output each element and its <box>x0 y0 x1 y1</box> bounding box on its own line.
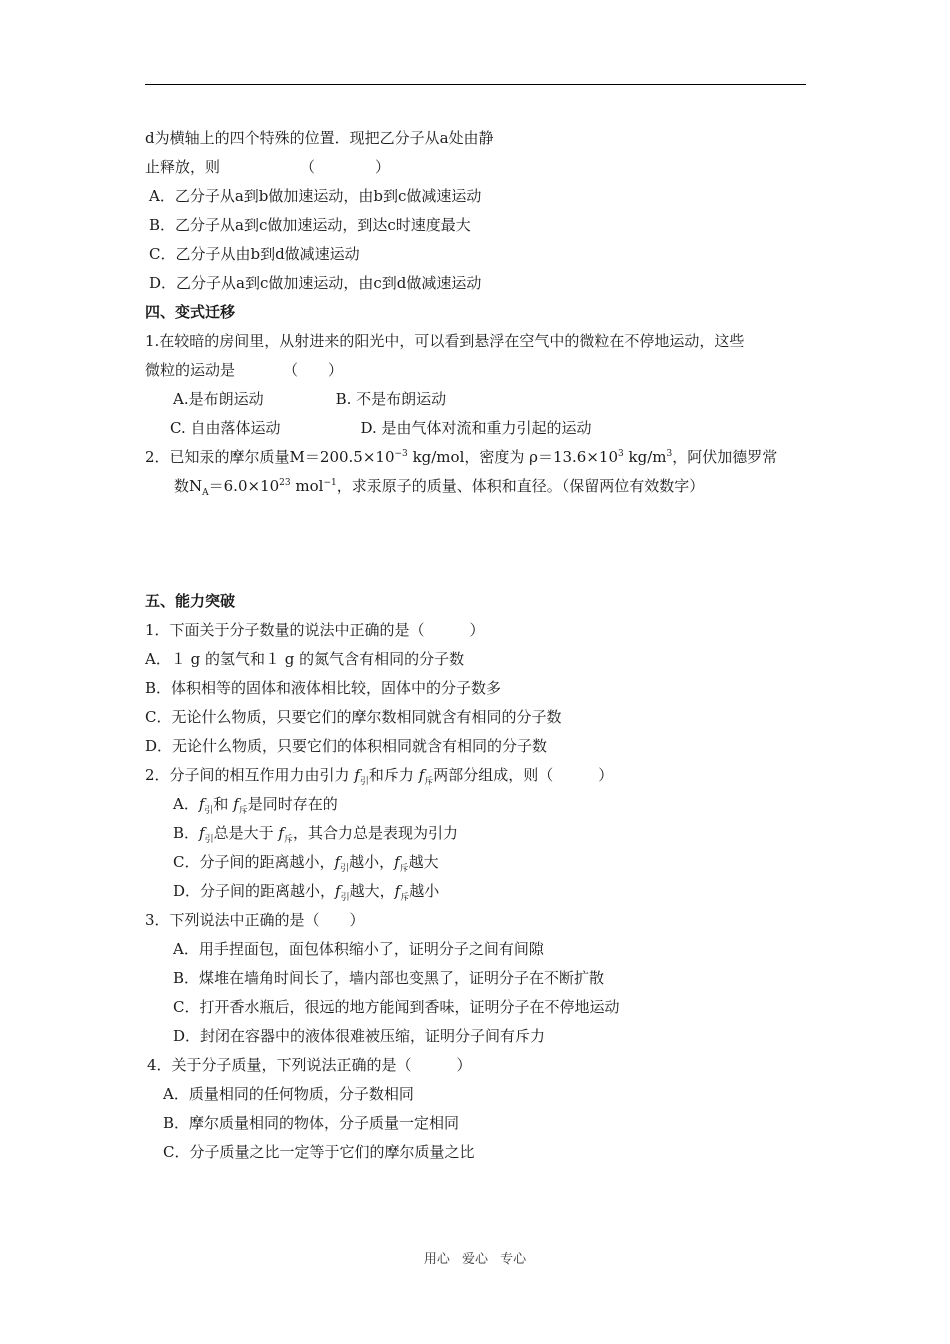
s5-q1-option-a: A．１ g 的氢气和１ g 的氮气含有相同的分子数 <box>145 650 465 668</box>
header-rule <box>145 84 806 85</box>
s5-q3-stem: 3．下列说法中正确的是（ ） <box>145 911 365 929</box>
intro-option-c: C．乙分子从由b到d做减速运动 <box>149 245 360 263</box>
answer-bracket: （ ） <box>300 158 391 176</box>
s4-q1-option-a: A.是布朗运动 <box>173 390 264 408</box>
s5-q2-option-a: A．$f_引$和 $f_斥$是同时存在的 <box>173 795 338 816</box>
answer-bracket: （ ） <box>283 361 344 379</box>
s5-q2-stem: 2．分子间的相互作用力由引力 $f_引$和斥力 $f_斥$两部分组成，则（ ） <box>145 766 614 787</box>
intro-line-1: d为横轴上的四个特殊的位置．现把乙分子从a处由静 <box>145 129 494 147</box>
s5-q4-option-c: C．分子质量之比一定等于它们的摩尔质量之比 <box>163 1143 475 1161</box>
intro-line-2: 止释放，则 （ ） <box>145 158 391 176</box>
section-5-title: 五、能力突破 <box>145 592 236 610</box>
s5-q4-option-b: B．摩尔质量相同的物体，分子质量一定相同 <box>163 1114 460 1132</box>
s4-q1-options-ab <box>145 385 815 414</box>
s5-q1-option-d: D．无论什么物质，只要它们的体积相同就含有相同的分子数 <box>145 737 548 755</box>
s4-q1-option-c: C. 自由落体运动 <box>170 419 281 437</box>
s5-q1-option-b: B．体积相等的固体和液体相比较，固体中的分子数多 <box>145 679 502 697</box>
s4-q1-option-d: D. 是由气体对流和重力引起的运动 <box>360 419 592 437</box>
s5-q2-option-b: B．$f_引$总是大于 $f_斥$，其合力总是表现为引力 <box>173 824 458 845</box>
s4-q2-line-1: 2．已知汞的摩尔质量$M=200.5\times 10^{-3}$ kg/mol，密度为 $\rho=13.6\times 10^3$ $kg/m^3$，阿伏加德罗常 <box>145 448 778 466</box>
s5-q2-option-d: D．分子间的距离越小，$f_引$越大，$f_斥$越小 <box>173 882 440 903</box>
s5-q4-option-a: A．质量相同的任何物质，分子数相同 <box>163 1085 414 1103</box>
s5-q1-stem: 1．下面关于分子数量的说法中正确的是（ ） <box>145 621 485 639</box>
document-body <box>145 124 815 1167</box>
page-footer: 用心 爱心 专心 <box>423 1252 527 1267</box>
s5-q2-option-c: C．分子间的距离越小，$f_引$越小，$f_斥$越大 <box>173 853 439 874</box>
intro-option-d: D．乙分子从a到c做加速运动，由c到d做减速运动 <box>149 274 482 292</box>
s5-q3-option-a: A．用手捏面包，面包体积缩小了，证明分子之间有间隙 <box>173 940 544 958</box>
s4-q2-line-2: 数$N_A=6.0\times 10^{23}$ mol$^{-1}$，求汞原子的质量、体积和直径。（保留两位有效数字） <box>174 477 705 498</box>
s4-q1-line-1: 1.在较暗的房间里，从射进来的阳光中，可以看到悬浮在空气中的微粒在不停地运动，这些 <box>145 332 745 350</box>
s4-q1-option-b: B. 不是布朗运动 <box>335 390 447 408</box>
section-4-title: 四、变式迁移 <box>145 303 236 321</box>
intro-option-b: B．乙分子从a到c做加速运动，到达c时速度最大 <box>149 216 471 234</box>
s5-q4-stem: 4．关于分子质量，下列说法正确的是（ ） <box>147 1056 472 1074</box>
answer-space <box>145 501 815 587</box>
s4-q1-line-2: 微粒的运动是 （ ） <box>145 361 344 379</box>
s5-q1-option-c: C．无论什么物质，只要它们的摩尔数相同就含有相同的分子数 <box>145 708 562 726</box>
s5-q3-option-c: C．打开香水瓶后，很远的地方能闻到香味，证明分子在不停地运动 <box>173 998 620 1016</box>
s5-q3-option-b: B．煤堆在墙角时间长了，墙内部也变黑了，证明分子在不断扩散 <box>173 969 605 987</box>
s5-q3-option-d: D．封闭在容器中的液体很难被压缩，证明分子间有斥力 <box>173 1027 546 1045</box>
s4-q1-options-cd <box>145 414 815 443</box>
intro-option-a: A．乙分子从a到b做加速运动，由b到c做减速运动 <box>149 187 482 205</box>
